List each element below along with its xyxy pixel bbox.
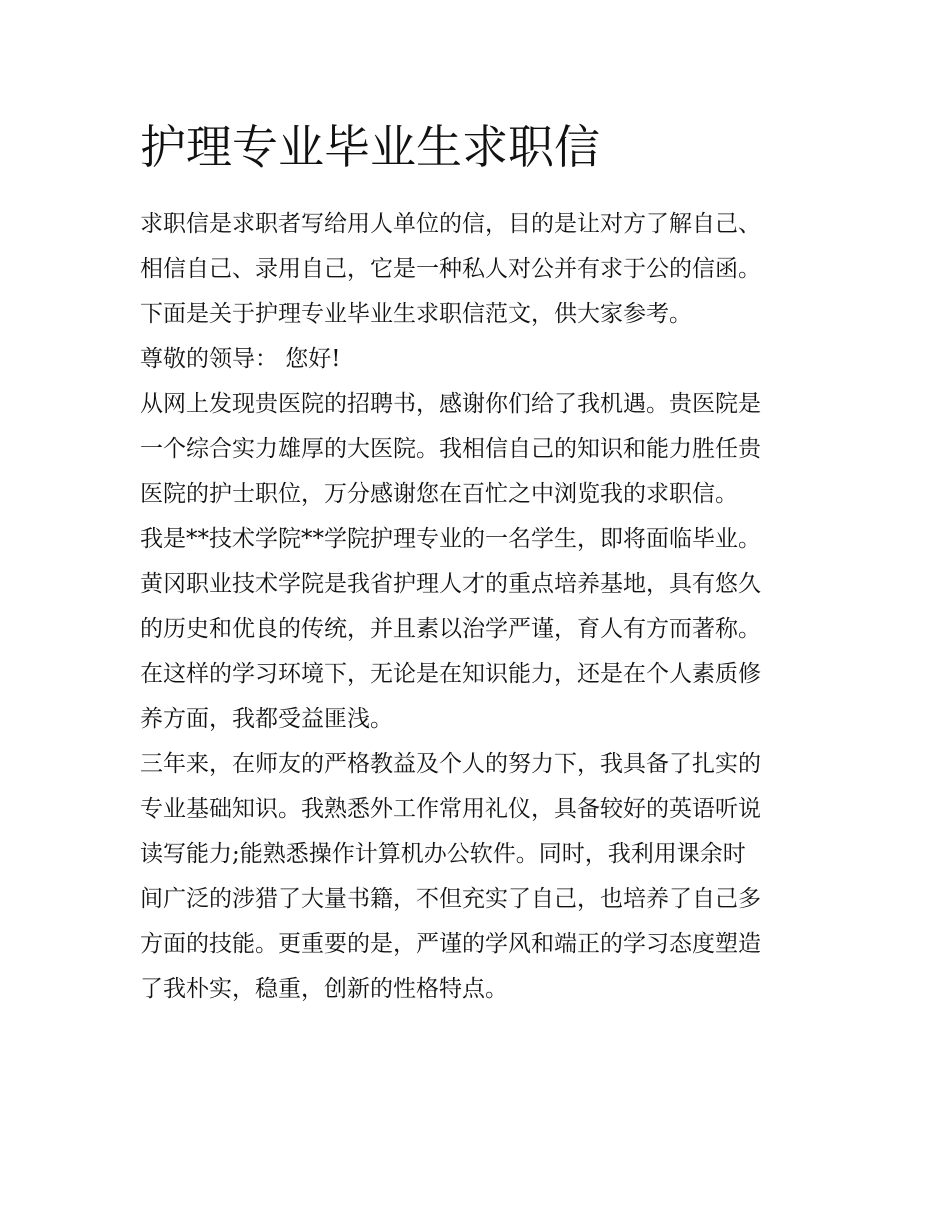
body-line: 读写能力;能熟悉操作计算机办公软件。同时，我利用课余时 [140,841,746,867]
body-line: 黄冈职业技术学院是我省护理人才的重点培养基地，具有悠久 [140,571,761,597]
body-line: 我是**技术学院**学院护理专业的一名学生，即将面临毕业。 [140,526,761,552]
body-line: 求职信是求职者写给用人单位的信，目的是让对方了解自己、 [140,211,761,237]
body-line: 从网上发现贵医院的招聘书，感谢你们给了我机遇。贵医院是 [140,391,761,417]
body-line: 在这样的学习环境下，无论是在知识能力，还是在个人素质修 [140,661,761,687]
body-line: 的历史和优良的传统，并且素以治学严谨，育人有方而著称。 [140,616,761,642]
document-title: 护理专业毕业生求职信 [140,120,600,174]
body-line: 间广泛的涉猎了大量书籍，不但充实了自己，也培养了自己多 [140,886,761,912]
body-line: 三年来，在师友的严格教益及个人的努力下，我具备了扎实的 [140,751,761,777]
document-body [140,202,812,1012]
body-line: 养方面，我都受益匪浅。 [140,706,393,732]
body-line: 下面是关于护理专业毕业生求职信范文，供大家参考。 [140,301,692,327]
body-line: 专业基础知识。我熟悉外工作常用礼仪，具备较好的英语听说 [140,796,761,822]
body-line: 相信自己、录用自己，它是一种私人对公并有求于公的信函。 [140,256,761,282]
body-line: 了我朴实，稳重，创新的性格特点。 [140,976,508,1002]
body-line: 方面的技能。更重要的是，严谨的学风和端正的学习态度塑造 [140,931,761,957]
body-line: 一个综合实力雄厚的大医院。我相信自己的知识和能力胜任贵 [140,436,761,462]
body-line: 尊敬的领导： 您好! [140,346,341,372]
body-line: 医院的护士职位，万分感谢您在百忙之中浏览我的求职信。 [140,481,738,507]
